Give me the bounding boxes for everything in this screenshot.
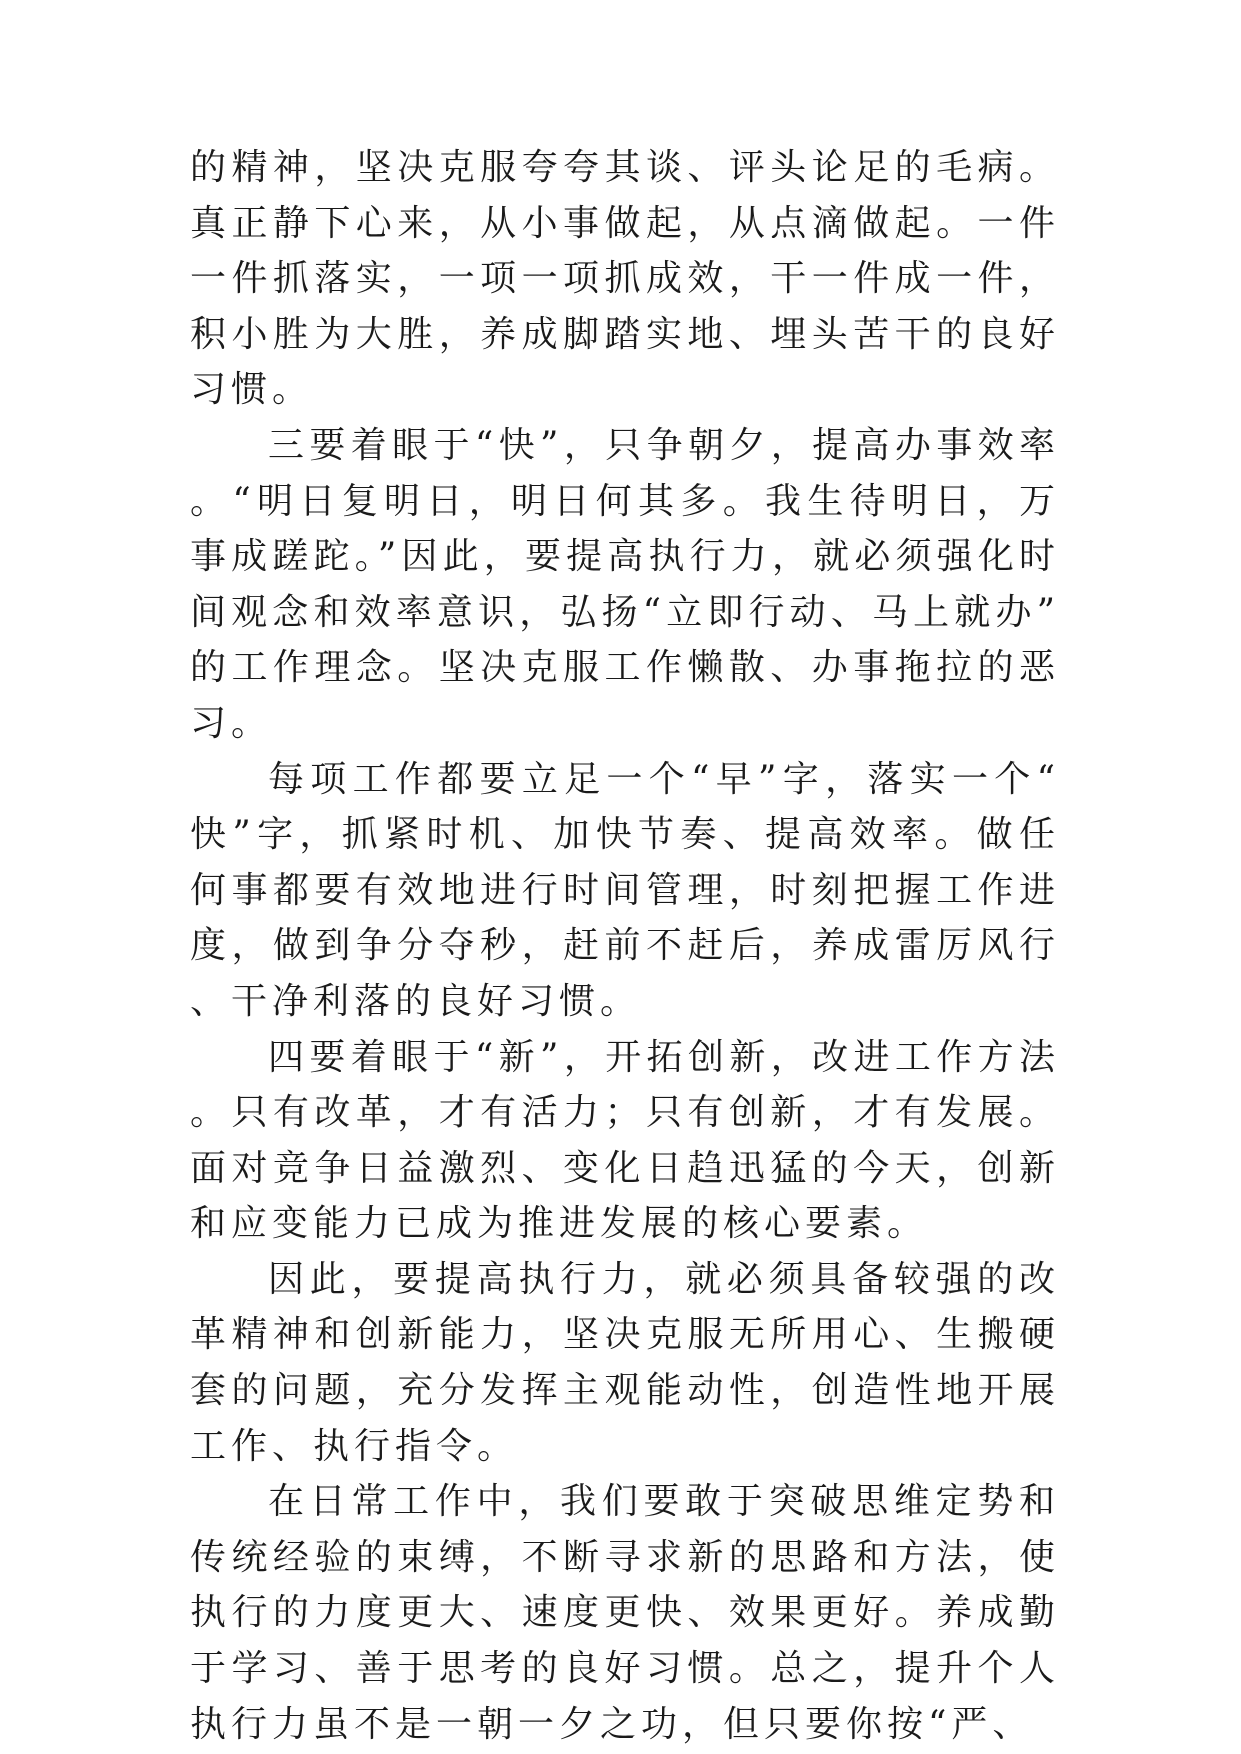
paragraph-3: 每项工作都要立足一个“早”字，落实一个“快”字，抓紧时机、加快节奏、提高效率。做任何事都要有效地进行时间管理，时刻把握工作进度，做到争分夺秒，赶前不赶后，养成雷厉风行、干净利落的良好习惯。 — [190, 758, 1060, 1022]
paragraph-2: 三要着眼于“快”，只争朝夕，提高办事效率。“明日复明日，明日何其多。我生待明日，万事成蹉跎。”因此，要提高执行力，就必须强化时间观念和效率意识，弘扬“立即行动、马上就办”的工作理念。坚决克服工作懒散、办事拖拉的恶习。 — [190, 424, 1060, 744]
paragraph-5: 因此，要提高执行力，就必须具备较强的改革精神和创新能力，坚决克服无所用心、生搬硬套的问题，充分发挥主观能动性，创造性地开展工作、执行指令。 — [190, 1258, 1060, 1467]
paragraph-4: 四要着眼于“新”，开拓创新，改进工作方法。只有改革，才有活力；只有创新，才有发展。面对竞争日益激烈、变化日趋迅猛的今天，创新和应变能力已成为推进发展的核心要素。 — [190, 1036, 1060, 1245]
paragraph-1: 的精神，坚决克服夸夸其谈、评头论足的毛病。真正静下心来，从小事做起，从点滴做起。一件一件抓落实，一项一项抓成效，干一件成一件，积小胜为大胜，养成脚踏实地、埋头苦干的良好习惯。 — [190, 147, 1060, 411]
document-body — [190, 140, 1060, 1752]
paragraph-6: 在日常工作中，我们要敢于突破思维定势和传统经验的束缚，不断寻求新的思路和方法，使执行的力度更大、速度更快、效果更好。养成勤于学习、善于思考的良好习惯。总之，提升个人执行力虽不是一朝一夕之功，但只要你按“严、 — [190, 1481, 1060, 1745]
